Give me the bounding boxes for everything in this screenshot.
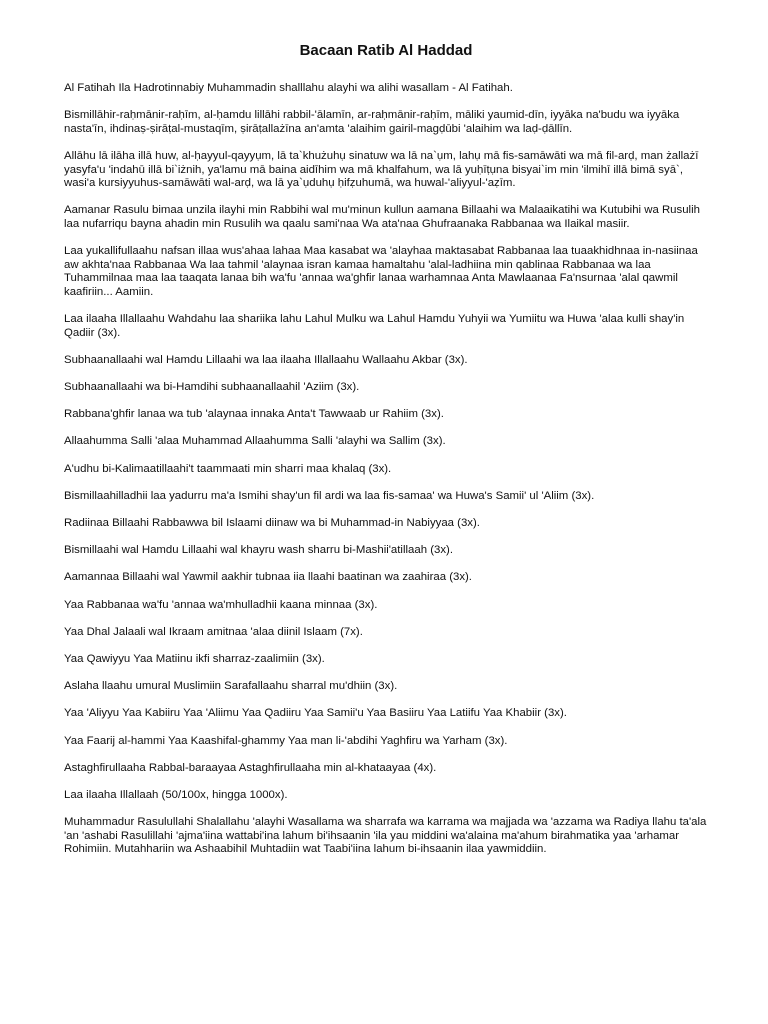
paragraph-yaa-aliyyu: Yaa 'Aliyyu Yaa Kabiiru Yaa 'Aliimu Yaa Qadiiru Yaa Samii'u Yaa Basiiru Yaa Latiifu Yaa Khabiir (3x).: [64, 707, 567, 720]
paragraph-aamannaa: Aamannaa Billaahi wal Yawmil aakhir tubnaa iia llaahi baatinan wa zaahiraa (3x).: [64, 571, 472, 584]
paragraph-laa-ilaaha-illallaah: Laa ilaaha Illallaah (50/100x, hingga 1000x).: [64, 788, 288, 801]
paragraph-al-fatihah: Bismillāhir-raḥmānir-raḥīm, al-ḥamdu lillāhi rabbil-'ālamīn, ar-raḥmānir-raḥīm, māliki yaumid-dīn, iyyāka na'budu wa iyyāka nasta'īn, ihdinaṣ-ṣirāṭal-mustaqīm, ṣirāṭallażīna an'amta 'alaihim gairil-magḍūbi 'alaihim wa laḍ-ḍāllīn.: [64, 109, 680, 135]
paragraph-astaghfirullaaha: Astaghfirullaaha Rabbal-baraayaa Astaghfirullaaha min al-khataayaa (4x).: [64, 761, 437, 774]
paragraph-tahlil-wahdahu: Laa ilaaha Illallaahu Wahdahu laa shariika lahu Lahul Mulku wa Lahul Hamdu Yuhyii wa Yumiitu wa Huwa 'alaa kulli shay'in Qadiir (3x).: [64, 313, 685, 339]
paragraph-subhaanallaahi-bihamdihi: Subhaanallaahi wa bi-Hamdihi subhaanallaahil 'Aziim (3x).: [64, 381, 360, 394]
paragraph-audhu: A'udhu bi-Kalimaatillaahi't taammaati min sharri maa khalaq (3x).: [64, 462, 392, 475]
paragraph-rabbanaghfir: Rabbana'ghfir lanaa wa tub 'alaynaa innaka Anta't Tawwaab ur Rahiim (3x).: [64, 408, 444, 421]
paragraph-yaa-qawiyyu: Yaa Qawiyyu Yaa Matiinu ikfi sharraz-zaalimiin (3x).: [64, 652, 325, 665]
paragraph-laa-yukallifullaahu: Laa yukallifullaahu nafsan illaa wus'ahaa lahaa Maa kasabat wa 'alayhaa maktasabat Rabbanaa laa tuaakhidhnaa in-nasiinaa aw akhta'naa Rabbanaa Wa laa tahmil 'alaynaa isran kamaa hamaltahu 'alal-ladhiina min qablinaa Rabbanaa wa laa Tuhammilnaa maa laa taaqata lanaa bih wa'fu 'annaa wa'ghfir lanaa warhamnaa Anta Mawlaanaa Fa'nsurnaa 'alal qawmil kaafiriin... Aamiin.: [64, 245, 698, 298]
paragraph-ayat-kursi: Allāhu lā ilāha illā huw, al-ḥayyul-qayyụm, lā ta`khużuhụ sinatuw wa lā na`ụm, lahụ mā fis-samāwāti wa mā fil-arḍ, man żallażī yasyfa'u 'indahū illā bi`iżnih, ya'lamu mā baina aidīhim wa mā khalfahum, wa lā yuḥīṭụna bisyai`im min 'ilmihī illā bimā syā`, wasi'a kursiyyuhus-samāwāti wal-arḍ, wa lā ya`ụduhụ ḥifẓuhumā, wa huwal-'aliyyul-'aẓīm.: [64, 149, 699, 190]
paragraph-bismillaahi-wal-hamdu: Bismillaahi wal Hamdu Lillaahi wal khayru wash sharru bi-Mashii'atillaah (3x).: [64, 544, 453, 557]
paragraph-muhammadur-rasulullahi: Muhammadur Rasulullahi Shalallahu 'alayhi Wasallama wa sharrafa wa karrama wa majjada wa 'azzama wa Radiya llahu ta'ala 'an 'ashabi Rasulillahi 'ajma'iina wattabi'ina lahum bi'ihsaanin 'ila yau middini wa'alaina ma'ahum birahmatika yaa 'arhamar Rohimiin. Mutahhariin wa Ashaabihil Muhtadiin wat Taabi'iina lahum bi-ihsaanin ilaa yawmiddiin.: [64, 816, 707, 856]
paragraph-bismillaahilladhii: Bismillaahilladhii laa yadurru ma'a Ismihi shay'un fil ardi wa laa fis-samaa' wa Huwa's Samii' ul 'Aliim (3x).: [64, 489, 595, 502]
paragraph-aslaha: Aslaha llaahu umural Muslimiin Sarafallaahu sharral mu'dhiin (3x).: [64, 680, 398, 693]
paragraph-aamanar-rasulu: Aamanar Rasulu bimaa unzila ilayhi min Rabbihi wal mu'minun kullun aamana Billaahi wa Malaaikatihi wa Kutubihi wa Rusulih laa nufarriqu bayna ahadin min Rusulih wa qaalu sami'naa Wa ata'naa Ghufraanaka Rabbanaa wa Ilaikal masiir.: [64, 204, 700, 230]
paragraph-sholawat: Allaahumma Salli 'alaa Muhammad Allaahumma Salli 'alayhi wa Sallim (3x).: [64, 435, 446, 448]
paragraph-yaa-rabbanaa: Yaa Rabbanaa wa'fu 'annaa wa'mhulladhii kaana minnaa (3x).: [64, 598, 378, 611]
paragraph-yaa-dhal-jalaali: Yaa Dhal Jalaali wal Ikraam amitnaa 'alaa diinil Islaam (7x).: [64, 625, 363, 638]
paragraph-radiinaa: Radiinaa Billaahi Rabbawwa bil Islaami diinaw wa bi Muhammad-in Nabiyyaa (3x).: [64, 517, 480, 529]
paragraph-tasbih: Subhaanallaahi wal Hamdu Lillaahi wa laa ilaaha Illallaahu Wallaahu Akbar (3x).: [64, 353, 468, 366]
paragraph-yaa-faarij: Yaa Faarij al-hammi Yaa Kaashifal-ghammy Yaa man li-'abdihi Yaghfiru wa Yarham (3x).: [64, 734, 508, 747]
document-title: Bacaan Ratib Al Haddad: [299, 42, 473, 59]
paragraph-al-fatihah-intro: Al Fatihah Ila Hadrotinnabiy Muhammadin shalllahu alayhi wa alihi wasallam - Al Fatihah.: [64, 82, 513, 94]
